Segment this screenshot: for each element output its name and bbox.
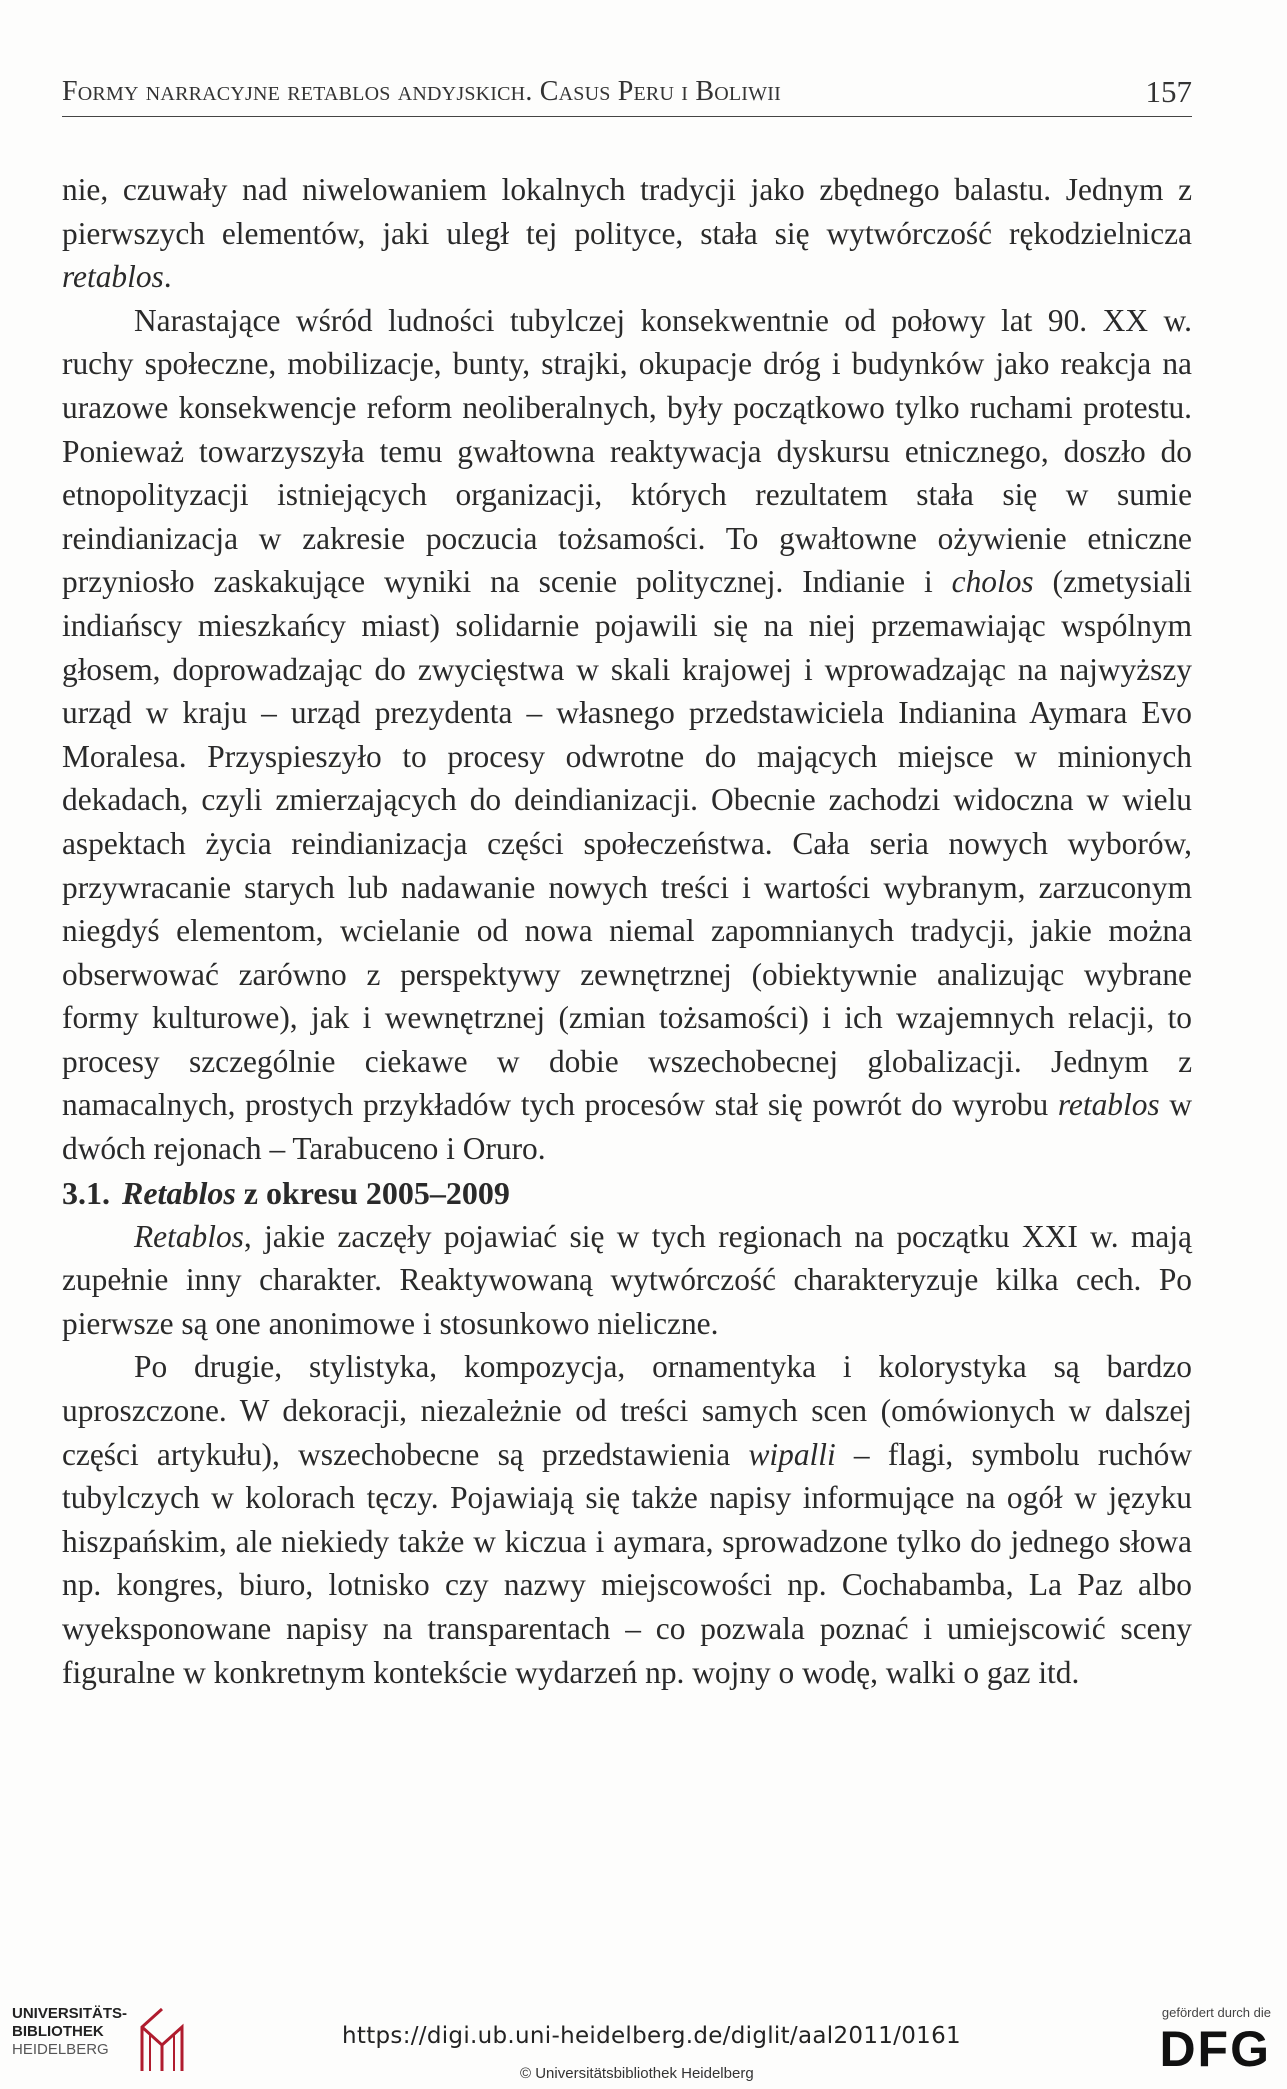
- funding-note: gefördert durch die: [1161, 2005, 1271, 2020]
- main-text: [62, 168, 1192, 1694]
- paragraph-2: Narastające wśród ludności tubylczej konsekwentnie od połowy lat 90. XX w. ruchy społeczne, mobilizacje, bunty, strajki, okupacje dróg i budynków jako reakcja na urazowe konsekwencje reform neoliberalnych, były początkowo tylko ruchami protestu. Ponieważ towarzyszyła temu gwałtowna reaktywacja dyskursu etnicznego, doszło do etnopolityzacji istniejących organizacji, których rezultatem stała się w sumie reindianizacja w zakresie poczucia tożsamości. To gwałtowne ożywienie etniczne przyniosło zaskakujące wyniki na scenie politycznej. Indianie i cholos (zmetysiali indiańscy mieszkańcy miast) solidarnie pojawili się na niej przemawiając wspólnym głosem, doprowadzając do zwycięstwa w skali krajowej i wprowadzając na najwyższy urząd w kraju – urząd prezydenta – własnego przedstawiciela Indianina Aymara Evo Moralesa. Przyspieszyło to procesy odwrotne do mających miejsce w minionych dekadach, czyli zmierzających do deindianizacji. Obecnie zachodzi widoczna w wielu aspektach życia reindianizacja części społeczeństwa. Cała seria nowych wyborów, przywracanie starych lub nadawanie nowych treści i wartości wybranym, zarzuconym niegdyś elementom, wcielanie od nowa niemal zapomnianych tradycji, jakie można obserwować zarówno z perspektywy zewnętrznej (obiektywnie analizując wybrane formy kulturowe), jak i wewnętrznej (zmian tożsamości) i ich wzajemnych relacji, to procesy szczególnie ciekawe w dobie wszechobecnej globalizacji. Jednym z namacalnych, prostych przykładów tych procesów stał się powrót do wyrobu retablos w dwóch rejonach – Tarabuceno i Oruro.: [62, 302, 1193, 1167]
- emphasis-retablos: retablos: [1057, 1087, 1160, 1123]
- page-number: 157: [1145, 74, 1192, 109]
- library-name-line1: UNIVERSITÄTS-: [12, 2005, 128, 2022]
- ub-logo-icon: [132, 2005, 192, 2075]
- dfg-logo-text: DFG: [1159, 2021, 1271, 2077]
- library-name-line3: HEIDELBERG: [12, 2041, 109, 2058]
- emphasis-retablos: retablos: [62, 259, 164, 295]
- emphasis-wipalli: wipalli: [748, 1436, 836, 1472]
- digitization-footer: [0, 1985, 1287, 2089]
- paragraph-4: Po drugie, stylistyka, kompozycja, ornamentyka i kolorystyka są bardzo uproszczone. W dekoracji, niezależnie od treści samych scen (omówionych w dalszej części artykułu), wszechobecne są przedstawienia wipalli – flagi, symbolu ruchów tubylczych w kolorach tęczy. Pojawiają się także napisy informujące na ogół w języku hiszpańskim, ale niekiedy także w kiczua i aymara, sprowadzone tylko do jednego słowa np. kongres, biuro, lotnisko czy nazwy miejscowości np. Cochabamba, La Paz albo wyeksponowane napisy na transparentach – co pozwala poznać i umiejscowić sceny figuralne w konkretnym kontekście wydarzeń np. wojny o wodę, walki o gaz itd.: [62, 1349, 1193, 1690]
- section-number: 3.1.: [62, 1174, 110, 1211]
- dfg-funding-logo: [1141, 2005, 1271, 2085]
- library-name-line2: BIBLIOTHEK: [12, 2023, 104, 2040]
- section-title-emphasis: Retablos: [122, 1174, 236, 1211]
- paragraph-1: nie, czuwały nad niwelowaniem lokalnych tradycji jako zbędnego balastu. Jednym z pierwszych elementów, jaki uległ tej polityce, stała się wytwórczość rękodzielnicza retablos.: [62, 172, 1192, 295]
- permalink-url[interactable]: https://digi.ub.uni-heidelberg.de/diglit/aal2011/0161: [342, 2023, 961, 2049]
- section-title-rest: z okresu 2005–2009: [235, 1174, 510, 1211]
- university-library-logo: [12, 2005, 202, 2085]
- running-header: [62, 74, 1192, 117]
- section-heading: [62, 1171, 1192, 1215]
- running-title: Formy narracyjne retablos andyjskich. Casus Peru i Boliwii: [62, 76, 781, 107]
- emphasis-retablos: Retablos: [134, 1218, 244, 1254]
- paragraph-3: Retablos, jakie zaczęły pojawiać się w tych regionach na początku XXI w. mają zupełnie inny charakter. Reaktywowaną wytwórczość charakteryzuje kilka cech. Po pierwsze są one anonimowe i stosunkowo nieliczne.: [62, 1218, 1192, 1341]
- copyright-notice: © Universitätsbibliothek Heidelberg: [520, 2065, 754, 2082]
- emphasis-cholos: cholos: [951, 564, 1034, 600]
